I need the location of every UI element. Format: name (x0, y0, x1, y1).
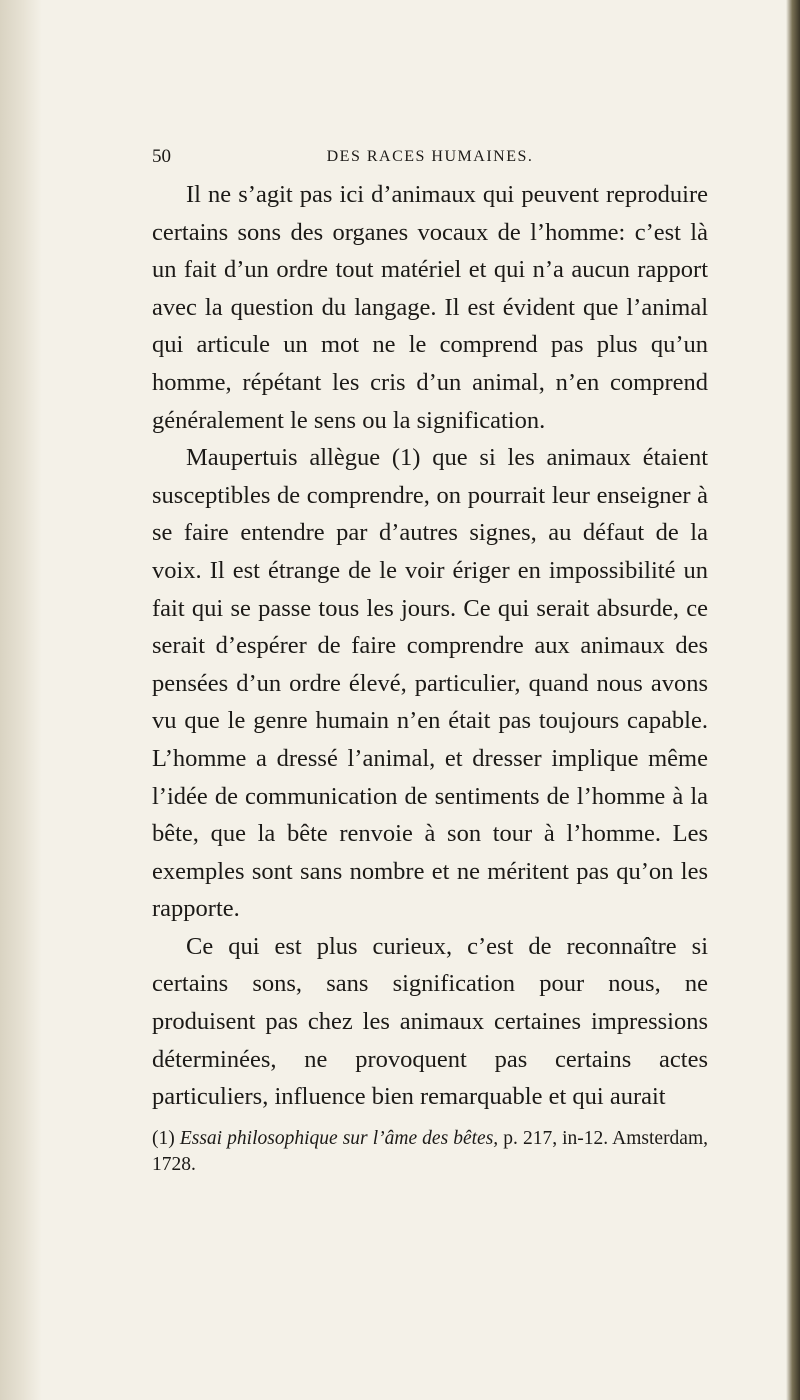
footnote (152, 1126, 708, 1178)
body-text (152, 176, 708, 1116)
book-spine-edge (786, 0, 800, 1400)
running-head: DES RACES HUMAINES. (326, 148, 534, 165)
page-number: 50 (152, 146, 171, 167)
paragraph-1: Il ne s’agit pas ici d’animaux qui peuvent reproduire certains sons des organes vocaux de l’homme: c’est là un fait d’un ordre tout matériel et qui n’a aucun rapport avec la question du langage. Il est évident que l’animal qui articule un mot ne le comprend pas plus qu’un homme, répétant les cris d’un animal, n’en comprend généralement le sens ou la signification. (152, 181, 708, 434)
page-left-edge-shadow (0, 0, 42, 1400)
footnote-details: p. 217, in-12. Amsterdam, 1728. (152, 1127, 709, 1175)
footnote-title: Essai philosophique sur l’âme des bêtes, (179, 1127, 499, 1149)
paragraph-3: Ce qui est plus curieux, c’est de reconnaître si certains sons, sans signification pour nous, ne produisent pas chez les animaux certaines impressions déterminées, ne provoquent pas certains actes particuliers, influence bien remarquable et qui aurait (152, 932, 708, 1111)
book-page (152, 140, 708, 1178)
page-header (152, 140, 708, 176)
paragraph-2: Maupertuis allègue (1) que si les animaux étaient susceptibles de comprendre, on pourrait leur enseigner à se faire entendre par d’autres signes, au défaut de la voix. Il est étrange de le voir ériger en impossibilité un fait qui se passe tous les jours. Ce qui serait absurde, ce serait d’espérer de faire comprendre aux animaux des pensées d’un ordre élevé, particulier, quand nous avons vu que le genre humain n’en était pas toujours capable. L’homme a dressé l’animal, et dresser implique même l’idée de communication de sentiments de l’homme à la bête, que la bête renvoie à son tour à l’homme. Les exemples sont sans nombre et ne méritent pas qu’on les rapporte. (152, 444, 708, 923)
footnote-marker: (1) (152, 1127, 175, 1149)
